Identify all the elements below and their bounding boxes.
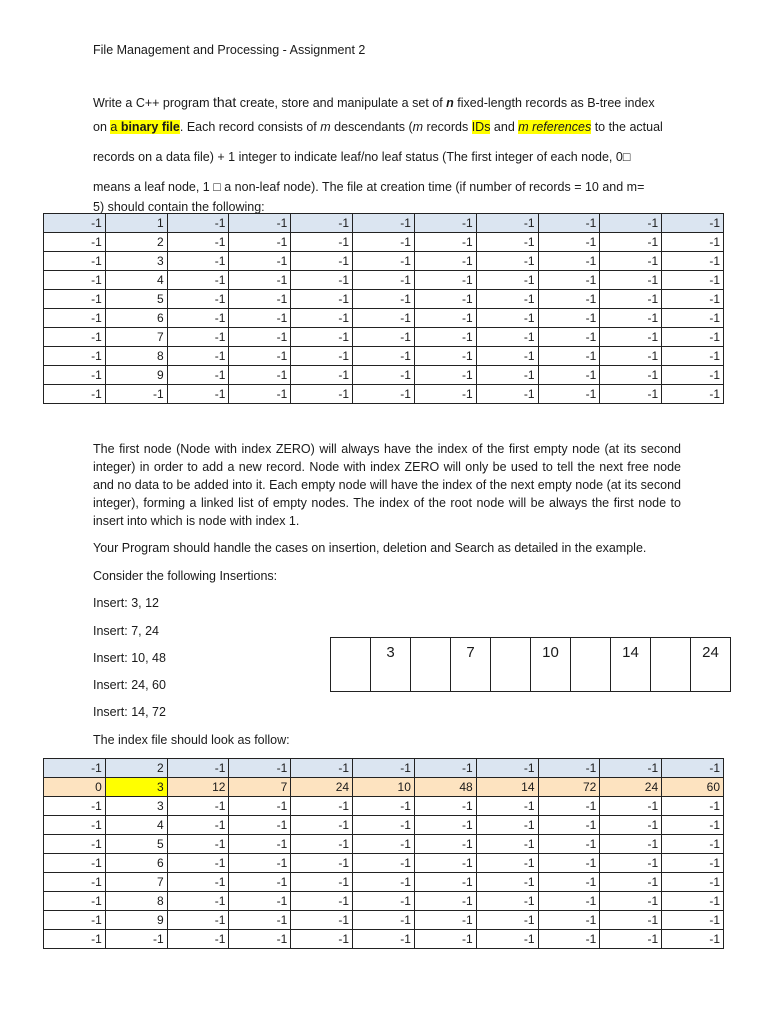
table-cell: -1 bbox=[353, 309, 415, 328]
table-cell: -1 bbox=[291, 271, 353, 290]
table-cell: 2 bbox=[105, 759, 167, 778]
table-cell: -1 bbox=[291, 252, 353, 271]
table-cell: -1 bbox=[662, 930, 724, 949]
table-cell: -1 bbox=[600, 835, 662, 854]
table-cell: -1 bbox=[353, 759, 415, 778]
table-cell: -1 bbox=[538, 366, 600, 385]
table-cell: -1 bbox=[476, 835, 538, 854]
node-pointer-cell bbox=[491, 638, 531, 692]
table-cell: 2 bbox=[105, 233, 167, 252]
table-cell: -1 bbox=[476, 347, 538, 366]
table-cell: 4 bbox=[105, 271, 167, 290]
table-cell: -1 bbox=[353, 835, 415, 854]
table-cell: -1 bbox=[44, 854, 106, 873]
table-cell: 6 bbox=[105, 309, 167, 328]
table-cell: 24 bbox=[600, 778, 662, 797]
table-cell: -1 bbox=[353, 854, 415, 873]
table-cell: -1 bbox=[662, 214, 724, 233]
table-row bbox=[44, 854, 724, 873]
table-cell: -1 bbox=[538, 328, 600, 347]
table-cell: -1 bbox=[662, 290, 724, 309]
table-cell: -1 bbox=[662, 797, 724, 816]
table-cell: -1 bbox=[353, 328, 415, 347]
btree-node-diagram bbox=[330, 637, 731, 692]
table-cell: -1 bbox=[662, 385, 724, 404]
table-cell: -1 bbox=[291, 854, 353, 873]
table-cell: -1 bbox=[600, 797, 662, 816]
table-cell: -1 bbox=[291, 290, 353, 309]
table-row bbox=[44, 835, 724, 854]
table-cell: -1 bbox=[44, 930, 106, 949]
table-cell: -1 bbox=[476, 328, 538, 347]
table-cell: -1 bbox=[662, 271, 724, 290]
table-cell: -1 bbox=[414, 854, 476, 873]
table-cell: -1 bbox=[414, 797, 476, 816]
table-cell: -1 bbox=[538, 385, 600, 404]
table-cell: 8 bbox=[105, 892, 167, 911]
table-cell: -1 bbox=[662, 873, 724, 892]
table-cell: 5 bbox=[105, 835, 167, 854]
table-cell: 1 bbox=[105, 214, 167, 233]
intro-line-4: means a leaf node, 1 □ a non-leaf node). The file at creation time (if number of records = 10 and m= bbox=[93, 180, 645, 194]
table-cell: -1 bbox=[414, 835, 476, 854]
insertion-2: Insert: 7, 24 bbox=[93, 624, 160, 638]
table-cell: -1 bbox=[291, 892, 353, 911]
table-cell: -1 bbox=[167, 816, 229, 835]
table-cell: -1 bbox=[538, 797, 600, 816]
node-key-cell: 24 bbox=[691, 638, 731, 692]
table-cell: -1 bbox=[414, 347, 476, 366]
table-row bbox=[44, 892, 724, 911]
handle-cases-text: Your Program should handle the cases on insertion, deletion and Search as detailed in the example. bbox=[93, 541, 647, 555]
table-cell: -1 bbox=[229, 328, 291, 347]
table-cell: -1 bbox=[291, 816, 353, 835]
table-cell: -1 bbox=[291, 797, 353, 816]
node-pointer-cell bbox=[571, 638, 611, 692]
intro-line-5: 5) should contain the following: bbox=[93, 200, 265, 214]
table-cell: -1 bbox=[538, 233, 600, 252]
table-cell: -1 bbox=[44, 759, 106, 778]
table-row bbox=[44, 366, 724, 385]
table-cell: -1 bbox=[414, 214, 476, 233]
table-cell: -1 bbox=[291, 835, 353, 854]
table-cell: -1 bbox=[229, 854, 291, 873]
table-cell: -1 bbox=[44, 873, 106, 892]
table-cell: -1 bbox=[600, 328, 662, 347]
table-cell: -1 bbox=[414, 290, 476, 309]
table-cell: -1 bbox=[291, 911, 353, 930]
table-cell: 6 bbox=[105, 854, 167, 873]
table-cell: -1 bbox=[229, 233, 291, 252]
table-cell: -1 bbox=[44, 816, 106, 835]
table-cell: -1 bbox=[44, 271, 106, 290]
table-cell: -1 bbox=[662, 816, 724, 835]
table-cell: -1 bbox=[291, 347, 353, 366]
table-cell: -1 bbox=[600, 759, 662, 778]
index-file-text: The index file should look as follow: bbox=[93, 733, 290, 747]
table-cell: -1 bbox=[476, 385, 538, 404]
table-cell: -1 bbox=[414, 252, 476, 271]
table-cell: -1 bbox=[476, 290, 538, 309]
table-cell: -1 bbox=[167, 759, 229, 778]
table-cell: -1 bbox=[229, 252, 291, 271]
table-row bbox=[44, 328, 724, 347]
table-cell: -1 bbox=[600, 233, 662, 252]
table-cell: -1 bbox=[414, 759, 476, 778]
table-cell: -1 bbox=[538, 759, 600, 778]
table-cell: -1 bbox=[600, 366, 662, 385]
table-cell: 60 bbox=[662, 778, 724, 797]
table-cell: -1 bbox=[353, 816, 415, 835]
table-cell: -1 bbox=[600, 873, 662, 892]
table-cell: -1 bbox=[414, 892, 476, 911]
table-cell: 8 bbox=[105, 347, 167, 366]
table-cell: -1 bbox=[353, 290, 415, 309]
table-cell: -1 bbox=[167, 290, 229, 309]
table-cell: -1 bbox=[600, 854, 662, 873]
intro-line-2: on a binary file. Each record consists of m descendants (m records IDs and m references to the actual bbox=[93, 120, 663, 134]
table-cell: -1 bbox=[44, 309, 106, 328]
table-cell: -1 bbox=[538, 892, 600, 911]
table-cell: -1 bbox=[538, 214, 600, 233]
table-cell: -1 bbox=[229, 366, 291, 385]
table-row bbox=[44, 930, 724, 949]
table-cell: -1 bbox=[167, 271, 229, 290]
table-cell: -1 bbox=[353, 214, 415, 233]
table-cell: -1 bbox=[476, 854, 538, 873]
table-row bbox=[44, 271, 724, 290]
table-cell: -1 bbox=[600, 385, 662, 404]
table-cell: -1 bbox=[353, 797, 415, 816]
insertion-1: Insert: 3, 12 bbox=[93, 596, 160, 610]
table-cell: -1 bbox=[229, 930, 291, 949]
table-cell: -1 bbox=[44, 892, 106, 911]
table-row bbox=[44, 309, 724, 328]
node-key-cell: 3 bbox=[371, 638, 411, 692]
table-cell: -1 bbox=[600, 271, 662, 290]
document-title: File Management and Processing - Assignment 2 bbox=[93, 43, 366, 57]
table-cell: -1 bbox=[414, 873, 476, 892]
table-cell: -1 bbox=[167, 214, 229, 233]
index-file-table bbox=[43, 758, 724, 949]
table-cell: -1 bbox=[600, 290, 662, 309]
node-pointer-cell bbox=[331, 638, 371, 692]
table-cell: -1 bbox=[44, 252, 106, 271]
table-cell: -1 bbox=[476, 911, 538, 930]
table-cell: -1 bbox=[44, 347, 106, 366]
table-cell: -1 bbox=[229, 759, 291, 778]
table-cell: -1 bbox=[353, 892, 415, 911]
table-cell: -1 bbox=[662, 252, 724, 271]
table-cell: 7 bbox=[105, 328, 167, 347]
table-cell: -1 bbox=[600, 911, 662, 930]
table-cell: -1 bbox=[538, 271, 600, 290]
table-cell: -1 bbox=[414, 385, 476, 404]
table-cell: -1 bbox=[44, 366, 106, 385]
table-cell: -1 bbox=[229, 816, 291, 835]
table-cell: -1 bbox=[229, 347, 291, 366]
table-cell: -1 bbox=[229, 271, 291, 290]
table-cell: -1 bbox=[353, 873, 415, 892]
table-cell: -1 bbox=[538, 911, 600, 930]
table-cell: -1 bbox=[167, 911, 229, 930]
table-row bbox=[44, 797, 724, 816]
table-cell: -1 bbox=[44, 835, 106, 854]
table-cell: -1 bbox=[229, 835, 291, 854]
table-cell: -1 bbox=[538, 835, 600, 854]
table-cell: -1 bbox=[414, 911, 476, 930]
table-cell: -1 bbox=[662, 911, 724, 930]
table-row bbox=[44, 778, 724, 797]
consider-text: Consider the following Insertions: bbox=[93, 569, 278, 583]
table-cell: -1 bbox=[353, 366, 415, 385]
table-cell: -1 bbox=[353, 385, 415, 404]
table-cell: -1 bbox=[291, 930, 353, 949]
table-cell: -1 bbox=[167, 366, 229, 385]
table-row bbox=[44, 759, 724, 778]
table-cell: -1 bbox=[414, 309, 476, 328]
intro-line-1: Write a C++ program that create, store and manipulate a set of n fixed-length records as B-tree index bbox=[93, 94, 655, 110]
table-cell: -1 bbox=[167, 347, 229, 366]
table-cell: -1 bbox=[44, 290, 106, 309]
table-cell: -1 bbox=[414, 233, 476, 252]
table-cell: -1 bbox=[353, 930, 415, 949]
table-cell: 3 bbox=[105, 252, 167, 271]
table-cell: -1 bbox=[476, 873, 538, 892]
table-cell: -1 bbox=[353, 347, 415, 366]
table-cell: -1 bbox=[167, 252, 229, 271]
table-cell: -1 bbox=[662, 347, 724, 366]
table-cell: 10 bbox=[353, 778, 415, 797]
table-cell: 5 bbox=[105, 290, 167, 309]
table-cell: -1 bbox=[414, 271, 476, 290]
table-cell: -1 bbox=[662, 328, 724, 347]
table-cell: -1 bbox=[229, 385, 291, 404]
table-cell: -1 bbox=[44, 233, 106, 252]
table-cell: -1 bbox=[291, 309, 353, 328]
table-cell: -1 bbox=[662, 366, 724, 385]
table-row bbox=[44, 290, 724, 309]
table-cell: -1 bbox=[662, 233, 724, 252]
intro-text bbox=[93, 90, 681, 219]
table-cell: -1 bbox=[44, 385, 106, 404]
table-cell: -1 bbox=[476, 214, 538, 233]
table-cell: 14 bbox=[476, 778, 538, 797]
table-row bbox=[44, 385, 724, 404]
table-cell: -1 bbox=[291, 233, 353, 252]
table-cell: -1 bbox=[229, 309, 291, 328]
table-cell: 9 bbox=[105, 911, 167, 930]
table-cell: -1 bbox=[291, 366, 353, 385]
table-cell: -1 bbox=[538, 347, 600, 366]
table-row bbox=[44, 816, 724, 835]
table-cell: -1 bbox=[476, 816, 538, 835]
insertion-4: Insert: 24, 60 bbox=[93, 678, 166, 692]
table-row bbox=[44, 214, 724, 233]
table-row bbox=[44, 233, 724, 252]
table-cell: -1 bbox=[353, 233, 415, 252]
table-cell: -1 bbox=[229, 892, 291, 911]
table-cell: -1 bbox=[662, 835, 724, 854]
table-cell: -1 bbox=[476, 930, 538, 949]
table-cell: -1 bbox=[600, 347, 662, 366]
table-cell: -1 bbox=[353, 252, 415, 271]
insertion-5: Insert: 14, 72 bbox=[93, 705, 166, 719]
table-cell: 0 bbox=[44, 778, 106, 797]
table-cell: -1 bbox=[662, 309, 724, 328]
table-cell: 7 bbox=[105, 873, 167, 892]
table-row bbox=[44, 347, 724, 366]
table-cell: -1 bbox=[476, 759, 538, 778]
table-cell: -1 bbox=[291, 873, 353, 892]
table-cell: -1 bbox=[44, 328, 106, 347]
table-cell: -1 bbox=[414, 816, 476, 835]
table-cell: -1 bbox=[662, 759, 724, 778]
table-cell: 9 bbox=[105, 366, 167, 385]
insertion-3: Insert: 10, 48 bbox=[93, 651, 166, 665]
table-cell: -1 bbox=[600, 252, 662, 271]
table-cell: -1 bbox=[167, 930, 229, 949]
table-cell: -1 bbox=[538, 873, 600, 892]
table-cell: -1 bbox=[44, 214, 106, 233]
table-cell: -1 bbox=[105, 930, 167, 949]
node-key-cell: 10 bbox=[531, 638, 571, 692]
table-cell: -1 bbox=[291, 214, 353, 233]
table-cell: -1 bbox=[167, 854, 229, 873]
table-cell: -1 bbox=[414, 328, 476, 347]
table-cell: -1 bbox=[600, 214, 662, 233]
table-cell: -1 bbox=[229, 214, 291, 233]
table-cell: -1 bbox=[167, 835, 229, 854]
initial-file-table bbox=[43, 213, 724, 404]
table-cell: -1 bbox=[476, 309, 538, 328]
table-cell: -1 bbox=[538, 252, 600, 271]
node-pointer-cell bbox=[651, 638, 691, 692]
node-pointer-cell bbox=[411, 638, 451, 692]
table-row bbox=[44, 873, 724, 892]
table-cell: -1 bbox=[229, 873, 291, 892]
table-row bbox=[44, 252, 724, 271]
table-cell: 72 bbox=[538, 778, 600, 797]
table-cell: -1 bbox=[291, 328, 353, 347]
table-cell: -1 bbox=[167, 328, 229, 347]
node-key-cell: 7 bbox=[451, 638, 491, 692]
table-cell: -1 bbox=[44, 911, 106, 930]
table-cell: -1 bbox=[476, 252, 538, 271]
table-cell: -1 bbox=[476, 366, 538, 385]
table-cell: -1 bbox=[167, 233, 229, 252]
table-cell: -1 bbox=[44, 797, 106, 816]
intro-line-3: records on a data file) + 1 integer to indicate leaf/no leaf status (The first integer of each node, 0□ bbox=[93, 150, 631, 164]
table-cell: 3 bbox=[105, 778, 167, 797]
table-cell: -1 bbox=[538, 816, 600, 835]
table-cell: -1 bbox=[167, 309, 229, 328]
table-cell: -1 bbox=[476, 233, 538, 252]
table-cell: -1 bbox=[167, 892, 229, 911]
table-cell: 3 bbox=[105, 797, 167, 816]
table-cell: -1 bbox=[167, 797, 229, 816]
table-cell: 24 bbox=[291, 778, 353, 797]
table-cell: -1 bbox=[229, 797, 291, 816]
table-cell: -1 bbox=[414, 366, 476, 385]
table-cell: -1 bbox=[600, 930, 662, 949]
table-cell: -1 bbox=[353, 911, 415, 930]
table-cell: 48 bbox=[414, 778, 476, 797]
table-cell: -1 bbox=[476, 271, 538, 290]
table-cell: 4 bbox=[105, 816, 167, 835]
table-cell: -1 bbox=[291, 385, 353, 404]
table-cell: -1 bbox=[538, 290, 600, 309]
table-cell: -1 bbox=[229, 911, 291, 930]
table-cell: -1 bbox=[600, 309, 662, 328]
table-cell: -1 bbox=[167, 873, 229, 892]
table-cell: -1 bbox=[600, 816, 662, 835]
table-row bbox=[44, 911, 724, 930]
table-cell: 12 bbox=[167, 778, 229, 797]
node-key-cell: 14 bbox=[611, 638, 651, 692]
table-cell: -1 bbox=[476, 797, 538, 816]
table-cell: -1 bbox=[414, 930, 476, 949]
table-cell: 7 bbox=[229, 778, 291, 797]
table-cell: -1 bbox=[538, 309, 600, 328]
table-cell: -1 bbox=[662, 854, 724, 873]
table-cell: -1 bbox=[662, 892, 724, 911]
table-cell: -1 bbox=[291, 759, 353, 778]
table-cell: -1 bbox=[229, 290, 291, 309]
table-cell: -1 bbox=[353, 271, 415, 290]
node-description: The first node (Node with index ZERO) will always have the index of the first empty node (at its second integer) in order to add a new record. Node with index ZERO will only be used to tell the next free node and no data to be added into it. Each empty node will have the index of the next empty node (at its second integer), forming a linked list of empty nodes. The index of the root node will be always the first node to insert into which is node with index 1. bbox=[93, 442, 681, 528]
table-cell: -1 bbox=[538, 854, 600, 873]
table-cell: -1 bbox=[105, 385, 167, 404]
table-cell: -1 bbox=[167, 385, 229, 404]
table-cell: -1 bbox=[600, 892, 662, 911]
table-cell: -1 bbox=[538, 930, 600, 949]
table-cell: -1 bbox=[476, 892, 538, 911]
